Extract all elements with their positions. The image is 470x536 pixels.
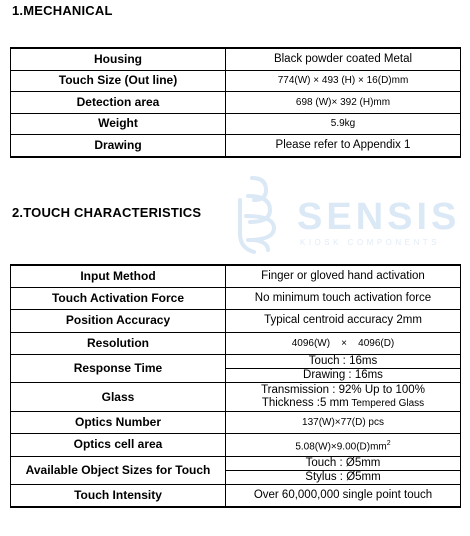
watermark-brand: SENSIS [297, 196, 461, 238]
spec-value: 4096(W) × 4096(D) [226, 332, 461, 354]
touch-spec-table [10, 264, 461, 508]
spec-value-glass [226, 383, 461, 411]
optics-cell-sup: 2 [386, 439, 391, 447]
table-row [11, 310, 461, 332]
table-row [11, 287, 461, 309]
spec-label: Drawing [11, 135, 226, 157]
glass-type: Tempered Glass [348, 398, 425, 410]
spec-value: Please refer to Appendix 1 [226, 135, 461, 157]
spec-label: Resolution [11, 332, 226, 354]
spec-label: Touch Intensity [11, 485, 226, 507]
spec-label: Weight [11, 113, 226, 134]
spec-label: Detection area [11, 92, 226, 113]
table-row [11, 383, 461, 411]
spec-label: Optics cell area [11, 434, 226, 456]
spec-label: Glass [11, 383, 226, 411]
spec-label: Available Object Sizes for Touch [11, 456, 226, 484]
spec-value: Typical centroid accuracy 2mm [226, 310, 461, 332]
spec-value: Over 60,000,000 single point touch [226, 485, 461, 507]
section-title-mechanical: 1.MECHANICAL [12, 3, 113, 18]
table-row [11, 92, 461, 113]
spec-value: 698 (W)× 392 (H)mm [226, 92, 461, 113]
table-row [11, 434, 461, 456]
table-row [11, 113, 461, 134]
spec-value: No minimum touch activation force [226, 287, 461, 309]
glass-thickness [228, 397, 458, 410]
spec-label: Touch Activation Force [11, 287, 226, 309]
spec-value: Stylus : Ø5mm [226, 470, 461, 484]
spec-value: Finger or gloved hand activation [226, 265, 461, 287]
spec-value: Touch : Ø5mm [226, 456, 461, 470]
spec-label: Touch Size (Out line) [11, 70, 226, 91]
table-row [11, 485, 461, 507]
table-row [11, 135, 461, 157]
table-row [11, 456, 461, 470]
table-row [11, 411, 461, 433]
spec-label: Position Accuracy [11, 310, 226, 332]
table-row [11, 332, 461, 354]
table-row [11, 70, 461, 91]
table-row [11, 354, 461, 368]
spec-label: Optics Number [11, 411, 226, 433]
hand-icon [232, 170, 292, 255]
section-title-touch: 2.TOUCH CHARACTERISTICS [12, 205, 202, 220]
spec-value: 137(W)×77(D) pcs [226, 411, 461, 433]
mechanical-spec-table [10, 47, 461, 158]
spec-label: Input Method [11, 265, 226, 287]
spec-value: Touch : 16ms [226, 354, 461, 368]
sensis-watermark [232, 170, 461, 255]
glass-thickness-main: Thickness :5 mm [261, 397, 349, 410]
spec-value: 774(W) × 493 (H) × 16(D)mm [226, 70, 461, 91]
table-row [11, 265, 461, 287]
table-row [11, 48, 461, 70]
spec-value: Drawing : 16ms [226, 369, 461, 383]
watermark-tagline: KIOSK COMPONENTS [300, 238, 441, 247]
spec-value: 5.9kg [226, 113, 461, 134]
spec-label: Response Time [11, 354, 226, 382]
spec-value: Black powder coated Metal [226, 48, 461, 70]
spec-label: Housing [11, 48, 226, 70]
optics-cell-value: 5.08(W)×9.00(D)mm [295, 441, 387, 453]
glass-transmission: Transmission : 92% Up to 100% [261, 384, 425, 397]
spec-value-optics-cell [226, 434, 461, 456]
